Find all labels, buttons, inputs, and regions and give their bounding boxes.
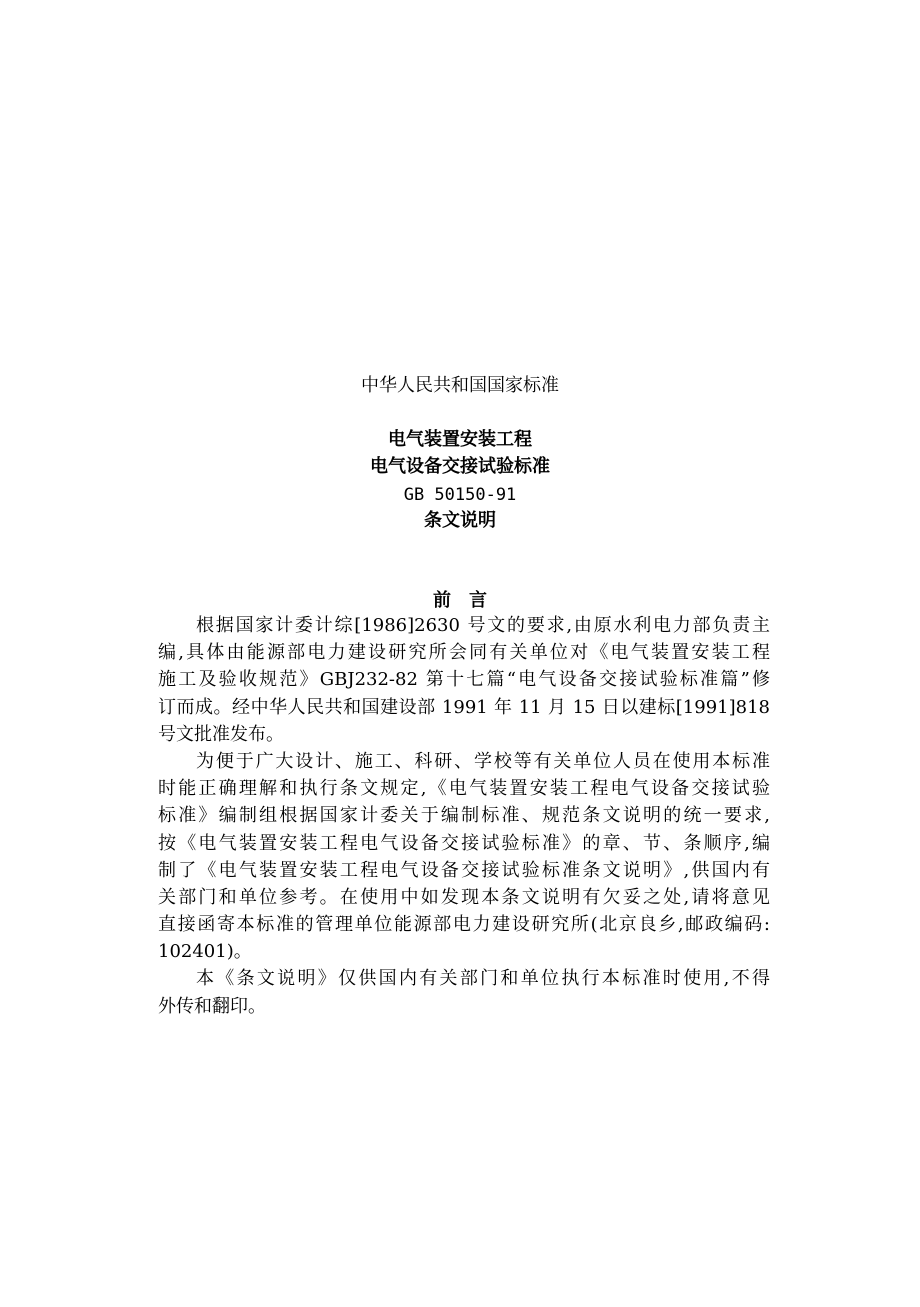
paragraph-2-line-5: 制了《电气装置安装工程电气设备交接试验标准条文说明》,供国内有	[158, 859, 770, 881]
paragraph-2-line-6: 关部门和单位参考。在使用中如发现本条文说明有欠妥之处,请将意见	[158, 886, 770, 908]
paragraph-3-line-1: 本《条文说明》仅供国内有关部门和单位执行本标准时使用,不得	[196, 968, 770, 990]
paragraph-2-line-1: 为便于广大设计、施工、科研、学校等有关单位人员在使用本标准	[196, 750, 770, 772]
preface-heading: 前 言	[433, 590, 487, 611]
paragraph-3-line-2: 外传和翻印。	[158, 995, 266, 1017]
paragraph-1-line-1: 根据国家计委计综[1986]2630 号文的要求,由原水利电力部负责主	[196, 615, 770, 636]
paragraph-1-line-4: 订而成。经中华人民共和国建设部 1991 年 11 月 15 日以建标[1991]818	[158, 696, 770, 718]
title-line-2: 电气设备交接试验标准	[370, 456, 550, 477]
paragraph-1-line-2: 编,具体由能源部电力建设研究所会同有关单位对《电气装置安装工程	[158, 642, 770, 664]
paragraph-1-line-3: 施工及验收规范》GBJ232-82 第十七篇“电气设备交接试验标准篇”修	[158, 669, 770, 691]
paragraph-2-line-8: 102401)。	[158, 941, 252, 963]
standard-org-line: 中华人民共和国国家标准	[361, 375, 559, 396]
paragraph-2-line-2: 时能正确理解和执行条文规定,《电气装置安装工程电气设备交接试验	[158, 778, 770, 800]
paragraph-2-line-3: 标准》编制组根据国家计委关于编制标准、规范条文说明的统一要求,	[158, 805, 770, 827]
preface-body	[158, 612, 770, 1020]
paragraph-1-line-5: 号文批准发布。	[158, 723, 284, 745]
title-line-1: 电气装置安装工程	[388, 429, 532, 450]
standard-code: GB 50150-91	[403, 485, 517, 505]
paragraph-2-line-4: 按《电气装置安装工程电气设备交接试验标准》的章、节、条顺序,编	[158, 832, 770, 854]
subtitle: 条文说明	[424, 510, 496, 531]
paragraph-2-line-7: 直接函寄本标准的管理单位能源部电力建设研究所(北京良乡,邮政编码:	[158, 914, 770, 936]
